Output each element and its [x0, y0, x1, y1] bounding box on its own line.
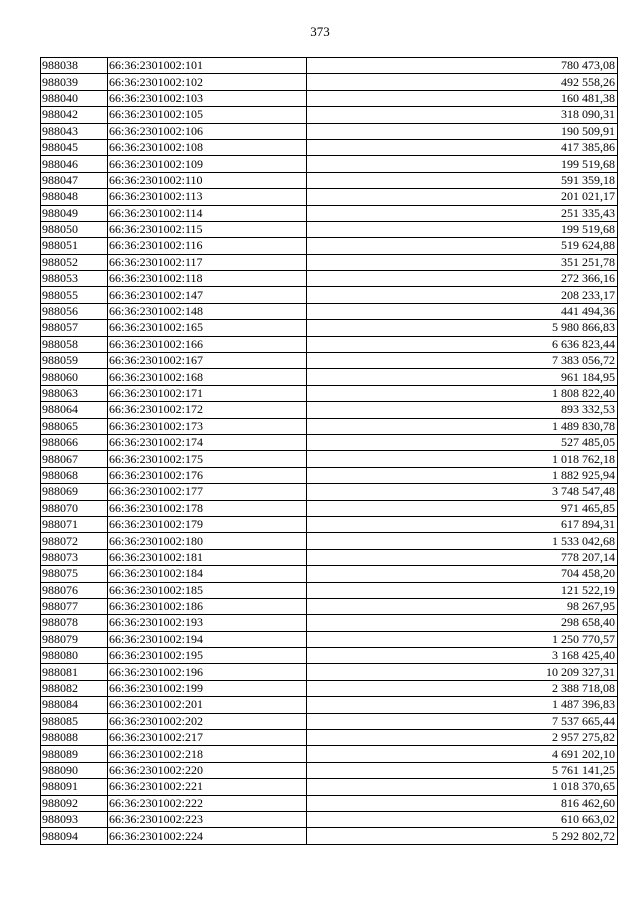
- cadastral-number-cell: 66:36:2301002:105: [108, 107, 307, 123]
- cadastral-number-cell: 66:36:2301002:101: [108, 58, 307, 74]
- table-row: [41, 451, 618, 467]
- cadastral-value-cell: 961 184,95: [307, 369, 618, 385]
- cadastral-number-cell: 66:36:2301002:222: [108, 795, 307, 811]
- table-row: [41, 598, 618, 614]
- cadastral-value-cell: 780 473,08: [307, 58, 618, 74]
- row-id-cell: 988063: [41, 385, 108, 401]
- cadastral-number-cell: 66:36:2301002:165: [108, 320, 307, 336]
- cadastral-number-cell: 66:36:2301002:180: [108, 533, 307, 549]
- row-id-cell: 988038: [41, 58, 108, 74]
- cadastral-number-cell: 66:36:2301002:108: [108, 139, 307, 155]
- cadastral-value-cell: 351 251,78: [307, 254, 618, 270]
- row-id-cell: 988077: [41, 598, 108, 614]
- cadastral-number-cell: 66:36:2301002:115: [108, 221, 307, 237]
- cadastral-number-cell: 66:36:2301002:218: [108, 746, 307, 762]
- cadastral-number-cell: 66:36:2301002:194: [108, 631, 307, 647]
- row-id-cell: 988048: [41, 189, 108, 205]
- table-row: [41, 107, 618, 123]
- cadastral-number-cell: 66:36:2301002:166: [108, 336, 307, 352]
- table-row: [41, 730, 618, 746]
- table-row: [41, 336, 618, 352]
- cadastral-value-cell: 298 658,40: [307, 615, 618, 631]
- table-row: [41, 123, 618, 139]
- table-row: [41, 418, 618, 434]
- cadastral-value-cell: 3 168 425,40: [307, 648, 618, 664]
- table-row: [41, 500, 618, 516]
- row-id-cell: 988071: [41, 516, 108, 532]
- cadastral-value-cell: 1 018 762,18: [307, 451, 618, 467]
- row-id-cell: 988080: [41, 648, 108, 664]
- row-id-cell: 988092: [41, 795, 108, 811]
- page-number: 373: [310, 24, 330, 39]
- cadastral-value-cell: 121 522,19: [307, 582, 618, 598]
- table-row: [41, 238, 618, 254]
- row-id-cell: 988050: [41, 221, 108, 237]
- cadastral-number-cell: 66:36:2301002:117: [108, 254, 307, 270]
- cadastral-number-cell: 66:36:2301002:202: [108, 713, 307, 729]
- table-row: [41, 58, 618, 74]
- cadastral-value-cell: 208 233,17: [307, 287, 618, 303]
- table-row: [41, 713, 618, 729]
- table-row: [41, 631, 618, 647]
- table-row: [41, 402, 618, 418]
- table-row: [41, 680, 618, 696]
- cadastral-number-cell: 66:36:2301002:114: [108, 205, 307, 221]
- cadastral-number-cell: 66:36:2301002:178: [108, 500, 307, 516]
- row-id-cell: 988045: [41, 139, 108, 155]
- cadastral-value-cell: 6 636 823,44: [307, 336, 618, 352]
- table-body: [41, 58, 618, 845]
- cadastral-number-cell: 66:36:2301002:113: [108, 189, 307, 205]
- cadastral-value-cell: 199 519,68: [307, 156, 618, 172]
- row-id-cell: 988073: [41, 549, 108, 565]
- cadastral-value-cell: 10 209 327,31: [307, 664, 618, 680]
- cadastral-number-cell: 66:36:2301002:167: [108, 353, 307, 369]
- table-row: [41, 828, 618, 844]
- row-id-cell: 988058: [41, 336, 108, 352]
- cadastral-value-cell: 3 748 547,48: [307, 484, 618, 500]
- cadastral-number-cell: 66:36:2301002:196: [108, 664, 307, 680]
- row-id-cell: 988039: [41, 74, 108, 90]
- cadastral-value-cell: 199 519,68: [307, 221, 618, 237]
- cadastral-value-cell: 816 462,60: [307, 795, 618, 811]
- row-id-cell: 988066: [41, 434, 108, 450]
- table-row: [41, 648, 618, 664]
- cadastral-number-cell: 66:36:2301002:174: [108, 434, 307, 450]
- cadastral-value-cell: 7 383 056,72: [307, 353, 618, 369]
- row-id-cell: 988081: [41, 664, 108, 680]
- table-row: [41, 254, 618, 270]
- row-id-cell: 988064: [41, 402, 108, 418]
- cadastral-number-cell: 66:36:2301002:223: [108, 811, 307, 827]
- cadastral-number-cell: 66:36:2301002:102: [108, 74, 307, 90]
- cadastral-value-cell: 893 332,53: [307, 402, 618, 418]
- table-row: [41, 287, 618, 303]
- cadastral-number-cell: 66:36:2301002:224: [108, 828, 307, 844]
- cadastral-number-cell: 66:36:2301002:185: [108, 582, 307, 598]
- table-row: [41, 385, 618, 401]
- row-id-cell: 988056: [41, 303, 108, 319]
- cadastral-number-cell: 66:36:2301002:186: [108, 598, 307, 614]
- cadastral-number-cell: 66:36:2301002:177: [108, 484, 307, 500]
- row-id-cell: 988047: [41, 172, 108, 188]
- table-row: [41, 90, 618, 106]
- row-id-cell: 988043: [41, 123, 108, 139]
- cadastral-value-cell: 492 558,26: [307, 74, 618, 90]
- table-row: [41, 369, 618, 385]
- row-id-cell: 988068: [41, 467, 108, 483]
- cadastral-value-cell: 201 021,17: [307, 189, 618, 205]
- cadastral-number-cell: 66:36:2301002:179: [108, 516, 307, 532]
- cadastral-value-cell: 1 533 042,68: [307, 533, 618, 549]
- row-id-cell: 988067: [41, 451, 108, 467]
- cadastral-value-cell: 4 691 202,10: [307, 746, 618, 762]
- cadastral-number-cell: 66:36:2301002:116: [108, 238, 307, 254]
- row-id-cell: 988053: [41, 271, 108, 287]
- cadastral-number-cell: 66:36:2301002:109: [108, 156, 307, 172]
- table-row: [41, 484, 618, 500]
- cadastral-number-cell: 66:36:2301002:217: [108, 730, 307, 746]
- cadastral-number-cell: 66:36:2301002:172: [108, 402, 307, 418]
- cadastral-value-cell: 441 494,36: [307, 303, 618, 319]
- cadastral-value-cell: 5 980 866,83: [307, 320, 618, 336]
- cadastral-value-cell: 527 485,05: [307, 434, 618, 450]
- table-row: [41, 762, 618, 778]
- cadastral-value-cell: 318 090,31: [307, 107, 618, 123]
- cadastral-number-cell: 66:36:2301002:106: [108, 123, 307, 139]
- row-id-cell: 988078: [41, 615, 108, 631]
- row-id-cell: 988057: [41, 320, 108, 336]
- table-row: [41, 697, 618, 713]
- cadastral-value-cell: 971 465,85: [307, 500, 618, 516]
- table-row: [41, 664, 618, 680]
- cadastral-number-cell: 66:36:2301002:221: [108, 779, 307, 795]
- cadastral-number-cell: 66:36:2301002:168: [108, 369, 307, 385]
- row-id-cell: 988089: [41, 746, 108, 762]
- table-row: [41, 566, 618, 582]
- row-id-cell: 988040: [41, 90, 108, 106]
- cadastral-value-cell: 160 481,38: [307, 90, 618, 106]
- table-row: [41, 320, 618, 336]
- table-row: [41, 549, 618, 565]
- cadastral-number-cell: 66:36:2301002:201: [108, 697, 307, 713]
- cadastral-value-cell: 591 359,18: [307, 172, 618, 188]
- cadastral-value-cell: 5 761 141,25: [307, 762, 618, 778]
- row-id-cell: 988052: [41, 254, 108, 270]
- cadastral-number-cell: 66:36:2301002:193: [108, 615, 307, 631]
- row-id-cell: 988069: [41, 484, 108, 500]
- cadastral-number-cell: 66:36:2301002:184: [108, 566, 307, 582]
- row-id-cell: 988076: [41, 582, 108, 598]
- row-id-cell: 988042: [41, 107, 108, 123]
- row-id-cell: 988065: [41, 418, 108, 434]
- table-row: [41, 516, 618, 532]
- cadastral-value-cell: 2 388 718,08: [307, 680, 618, 696]
- cadastral-value-cell: 519 624,88: [307, 238, 618, 254]
- cadastral-value-cell: 417 385,86: [307, 139, 618, 155]
- cadastral-number-cell: 66:36:2301002:103: [108, 90, 307, 106]
- row-id-cell: 988046: [41, 156, 108, 172]
- cadastral-value-cell: 251 335,43: [307, 205, 618, 221]
- row-id-cell: 988091: [41, 779, 108, 795]
- cadastral-number-cell: 66:36:2301002:181: [108, 549, 307, 565]
- cadastral-value-cell: 7 537 665,44: [307, 713, 618, 729]
- cadastral-value-cell: 610 663,02: [307, 811, 618, 827]
- cadastral-number-cell: 66:36:2301002:199: [108, 680, 307, 696]
- cadastral-value-cell: 1 487 396,83: [307, 697, 618, 713]
- cadastral-value-cell: 617 894,31: [307, 516, 618, 532]
- row-id-cell: 988075: [41, 566, 108, 582]
- cadastral-value-cell: 778 207,14: [307, 549, 618, 565]
- row-id-cell: 988090: [41, 762, 108, 778]
- cadastral-value-cell: 272 366,16: [307, 271, 618, 287]
- cadastral-value-cell: 1 882 925,94: [307, 467, 618, 483]
- cadastral-value-cell: 1 489 830,78: [307, 418, 618, 434]
- cadastral-value-cell: 98 267,95: [307, 598, 618, 614]
- cadastral-value-cell: 2 957 275,82: [307, 730, 618, 746]
- cadastral-value-cell: 190 509,91: [307, 123, 618, 139]
- table-row: [41, 795, 618, 811]
- cadastral-value-cell: 1 018 370,65: [307, 779, 618, 795]
- cadastral-number-cell: 66:36:2301002:110: [108, 172, 307, 188]
- cadastral-number-cell: 66:36:2301002:118: [108, 271, 307, 287]
- cadastral-value-table: [40, 57, 618, 845]
- table-row: [41, 467, 618, 483]
- cadastral-number-cell: 66:36:2301002:195: [108, 648, 307, 664]
- cadastral-number-cell: 66:36:2301002:220: [108, 762, 307, 778]
- row-id-cell: 988085: [41, 713, 108, 729]
- table-row: [41, 189, 618, 205]
- cadastral-number-cell: 66:36:2301002:148: [108, 303, 307, 319]
- cadastral-value-cell: 704 458,20: [307, 566, 618, 582]
- cadastral-number-cell: 66:36:2301002:176: [108, 467, 307, 483]
- table-row: [41, 746, 618, 762]
- table-row: [41, 74, 618, 90]
- row-id-cell: 988084: [41, 697, 108, 713]
- cadastral-number-cell: 66:36:2301002:147: [108, 287, 307, 303]
- table-row: [41, 172, 618, 188]
- table-row: [41, 271, 618, 287]
- row-id-cell: 988072: [41, 533, 108, 549]
- cadastral-number-cell: 66:36:2301002:175: [108, 451, 307, 467]
- table-row: [41, 615, 618, 631]
- table-row: [41, 303, 618, 319]
- row-id-cell: 988070: [41, 500, 108, 516]
- table-row: [41, 139, 618, 155]
- row-id-cell: 988094: [41, 828, 108, 844]
- cadastral-value-cell: 1 250 770,57: [307, 631, 618, 647]
- cadastral-value-cell: 1 808 822,40: [307, 385, 618, 401]
- row-id-cell: 988059: [41, 353, 108, 369]
- table-row: [41, 434, 618, 450]
- table-row: [41, 779, 618, 795]
- row-id-cell: 988049: [41, 205, 108, 221]
- row-id-cell: 988088: [41, 730, 108, 746]
- row-id-cell: 988082: [41, 680, 108, 696]
- row-id-cell: 988079: [41, 631, 108, 647]
- table-row: [41, 582, 618, 598]
- row-id-cell: 988055: [41, 287, 108, 303]
- table-row: [41, 221, 618, 237]
- row-id-cell: 988051: [41, 238, 108, 254]
- row-id-cell: 988093: [41, 811, 108, 827]
- row-id-cell: 988060: [41, 369, 108, 385]
- table-row: [41, 156, 618, 172]
- table-row: [41, 811, 618, 827]
- table-row: [41, 353, 618, 369]
- cadastral-value-cell: 5 292 802,72: [307, 828, 618, 844]
- cadastral-number-cell: 66:36:2301002:173: [108, 418, 307, 434]
- table-row: [41, 205, 618, 221]
- table-row: [41, 533, 618, 549]
- cadastral-number-cell: 66:36:2301002:171: [108, 385, 307, 401]
